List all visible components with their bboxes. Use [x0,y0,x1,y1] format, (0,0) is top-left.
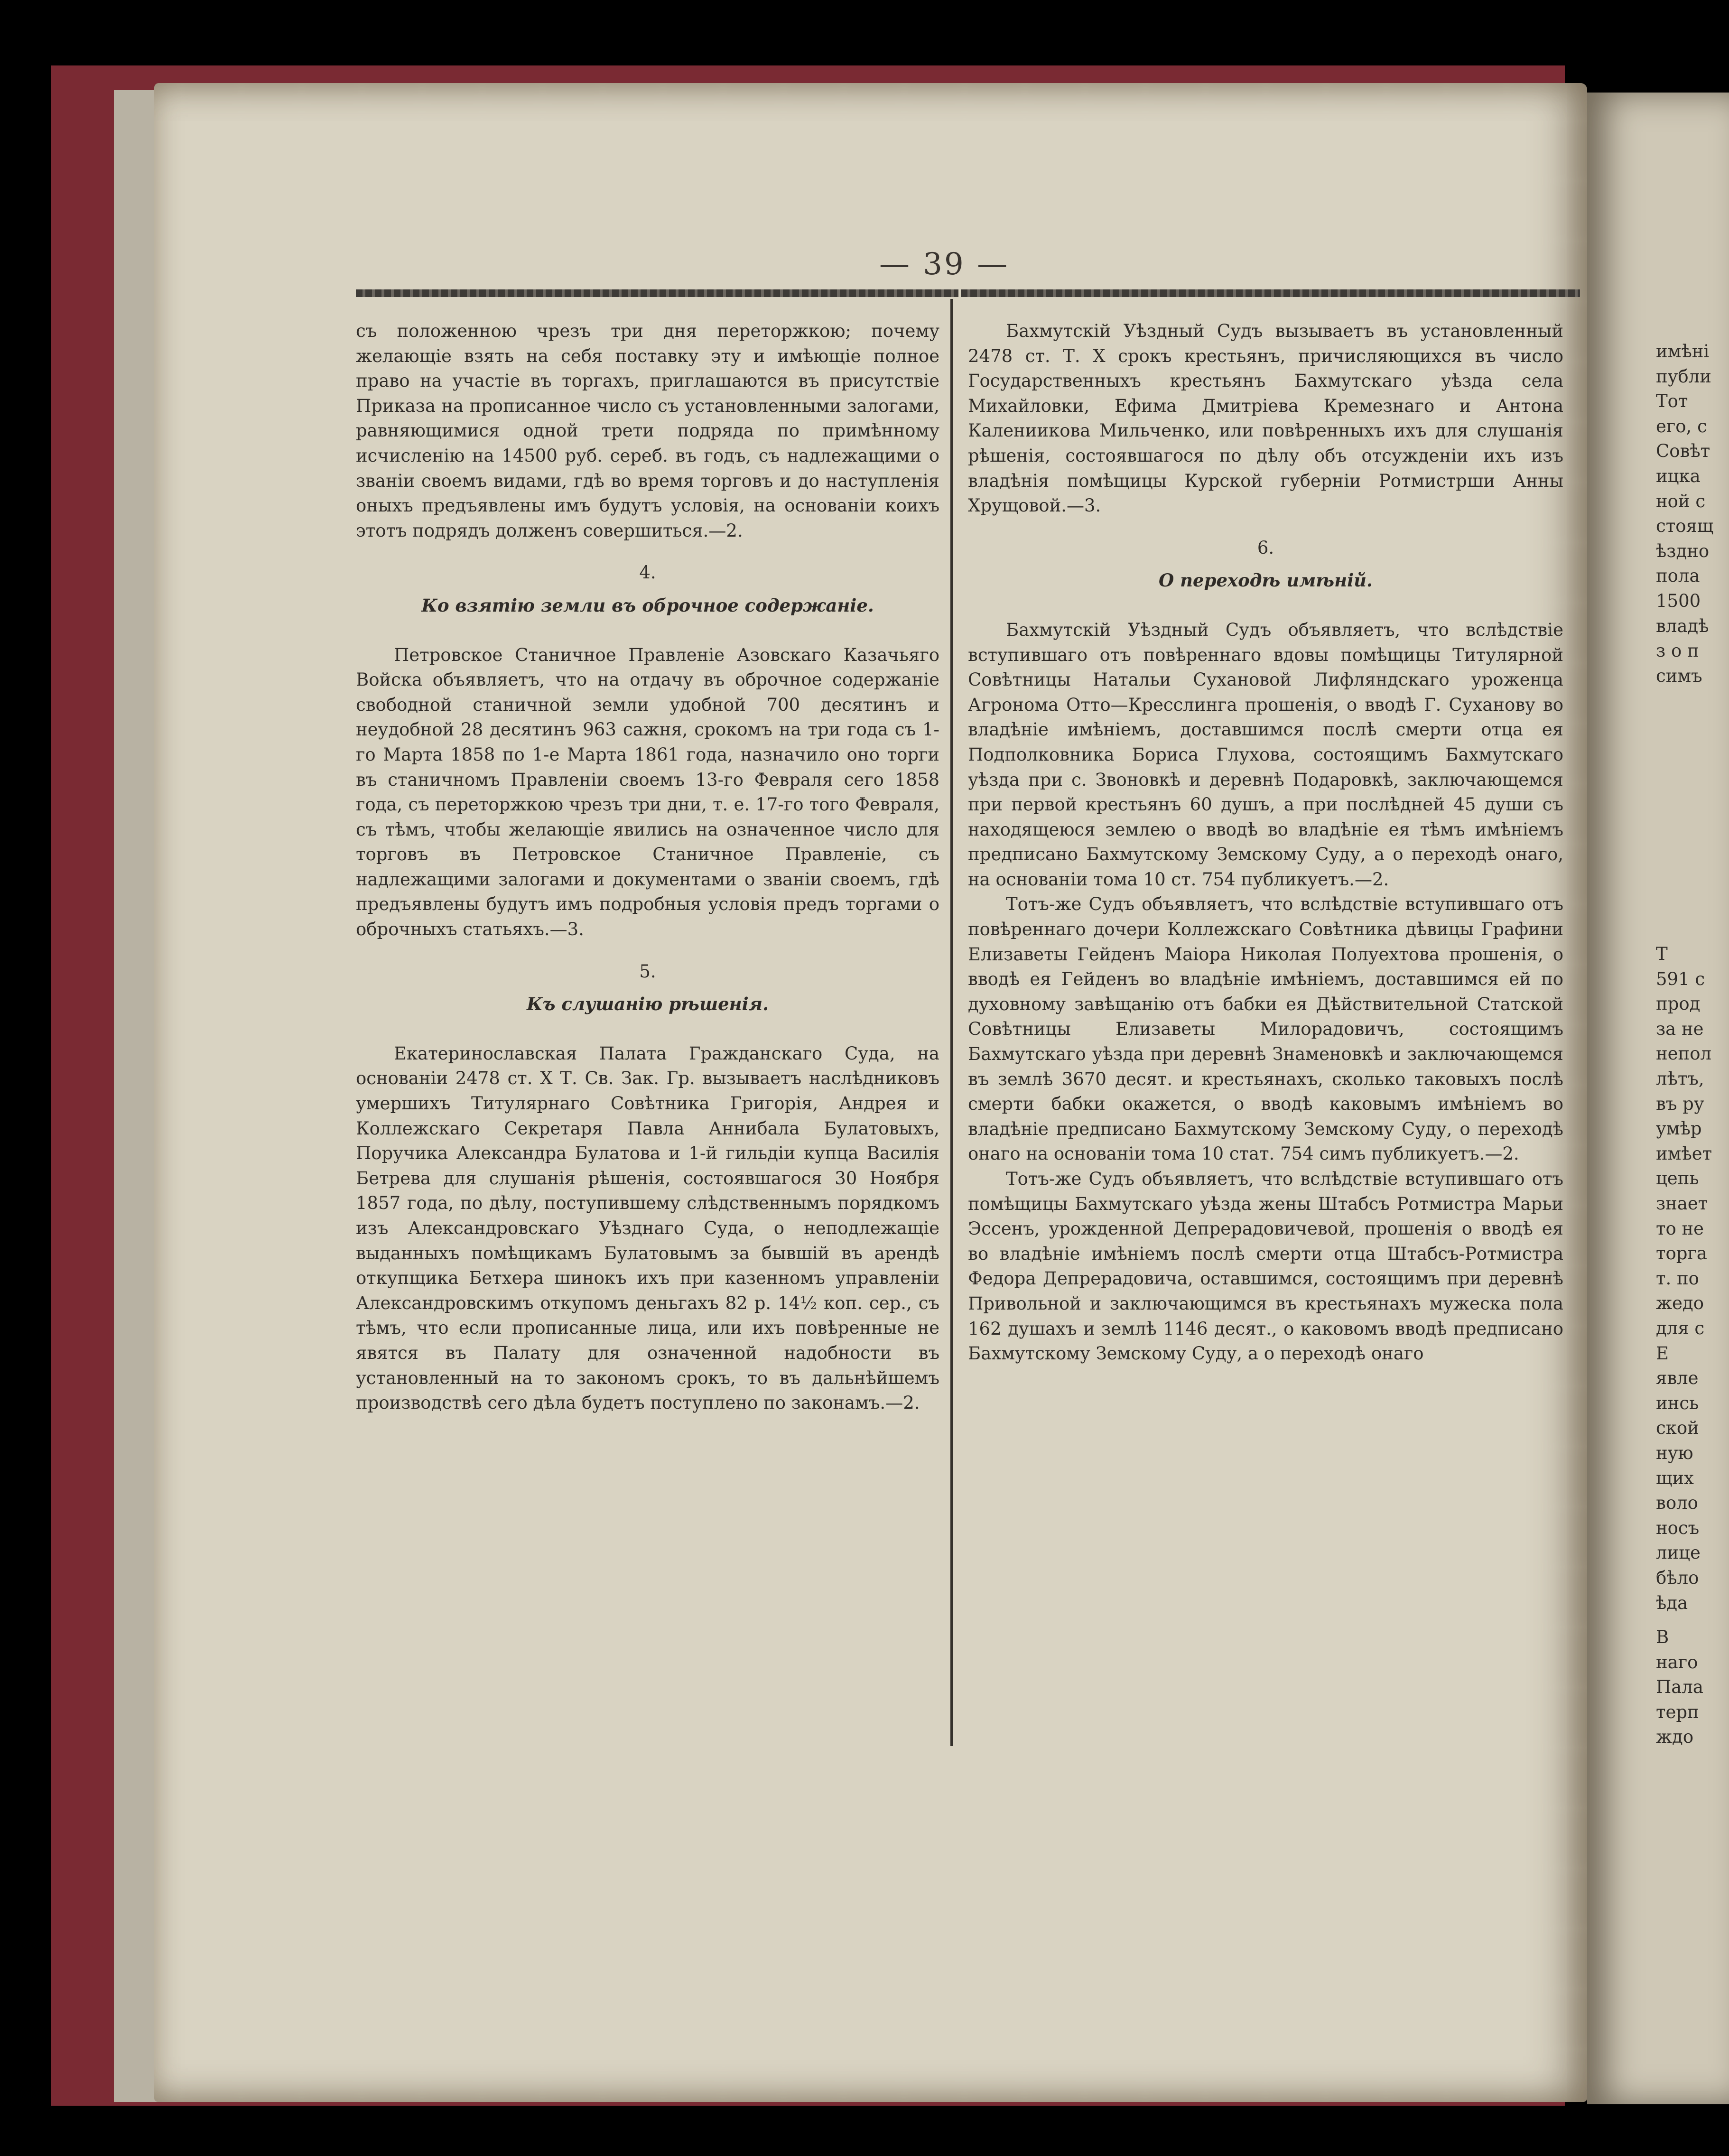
next-page-fragment: явле [1656,1368,1699,1389]
next-page-fragment: стоящ [1656,516,1714,537]
next-page-fragment: имѣет [1656,1143,1712,1164]
next-page-fragment: умѣр [1656,1118,1702,1139]
next-page-fragment: ждо [1656,1727,1694,1747]
next-page-fragment: торга [1656,1243,1707,1264]
next-page-fragment: наго [1656,1652,1698,1673]
next-page-fragment: жедо [1656,1293,1704,1314]
next-page-fragment: Совѣт [1656,441,1710,462]
next-page-fragment: симъ [1656,665,1702,686]
header-rule-left [356,289,958,297]
next-page-fragment: лице [1656,1543,1701,1563]
section-heading: Къ слушанію рѣшенія. [526,994,769,1015]
next-page-fragment: владѣ [1656,615,1709,636]
next-page-fragment: 1500 [1656,591,1701,611]
paragraph: Екатеринославская Палата Гражданскаго Суда, на основаніи 2478 ст. X Т. Св. Зак. Гр. вызываетъ наслѣдниковъ умершихъ Титулярнаго Совѣтника Григорія, Андрея и Коллежскаго Секретаря Павла Аннибала Булатовыхъ, Поручика Александра Булатова и 1-й гильдіи купца Василія Бетрева для слушанія рѣшенія, состоявшагося 30 Ноября 1857 года, по дѣлу, поступившему слѣдственнымъ порядкомъ изъ Александровскаго Уѣзднаго Суда, о неподлежащіе выданныхъ помѣщикамъ Булатовымъ за бывшій въ арендѣ откупщика Бетхера шинокъ ихъ при казенномъ управленіи Александровскимъ откупомъ деньгахъ 82 р. 14½ коп. сер., съ тѣмъ, что если прописанные лица, или ихъ повѣренные не явятся въ Палату для означенной надобности въ установленный на то закономъ срокъ, то въ дальнѣйшемъ производствѣ сего дѣла будетъ поступлено по законамъ.—2. [356,1043,939,1413]
next-page-fragment: ицка [1656,466,1701,486]
section-heading: О переходѣ имѣній. [1159,570,1373,591]
next-page-fragment: его, с [1656,416,1707,437]
next-page-fragment: ской [1656,1418,1699,1439]
paragraph: Бахмутскій Уѣздный Судъ объявляетъ, что вслѣдствіе вступившаго отъ повѣреннаго вдовы помѣщицы Титулярной Совѣтницы Натальи Сухановой Лифляндскаго уроженца Агронома Отто—Кресслинга прошенія, о вводѣ Г. Суханову во владѣніе имѣніемъ, доставшимся послѣ смерти отца ея Подполковника Бориса Глухова, состоящимъ Бахмутскаго уѣзда при с. Звоновкѣ и деревнѣ Подаровкѣ, заключающемся при первой крестьянъ 60 душъ, а при послѣдней 45 души съ находящеюся землею о вводѣ во владѣніе ея тѣмъ имѣніемъ предписано Бахмутскому Земскому Суду, а о переходѣ онаго, на основаніи тома 10 ст. 754 публикуетъ.—2. [968,619,1563,890]
next-page-fragment: Т [1656,944,1668,964]
right-column [968,319,1563,1366]
header-rule-right [961,289,1580,297]
paragraph: съ положенною чрезъ три дня переторжкою; почему желающіе взять на себя поставку эту и имѣющіе полное право на участіе въ торгахъ, приглашаются въ присутствіе Приказа на прописанное число съ установленными залогами, равняющимися одной трети подряда по примѣнному исчисленію на 14500 руб. сереб. въ годъ, съ надлежащими о званіи своемъ видами, гдѣ во время торговъ и до наступленія оныхъ предъявлены имъ будутъ условія, на основаніи коихъ этотъ подрядъ долженъ совершиться.—2. [356,321,939,541]
section-number: 6. [1257,537,1274,558]
section-number: 4. [639,562,656,583]
paragraph: Петровское Станичное Правленіе Азовскаго Казачьяго Войска объявляетъ, что на отдачу въ оброчное содержаніе свободной станичной земли удобной 700 десятинъ и неудобной 28 десятинъ 963 сажня, срокомъ на три года съ 1-го Марта 1858 по 1-е Марта 1861 года, назначило оно торги въ станичномъ Правленіи своемъ 13-го Февраля сего 1858 года, съ переторжкою чрезъ три дни, т. е. 17-го того Февраля, съ тѣмъ, чтобы желающіе явились на означенное число для торговъ въ Петровское Станичное Правленіе, съ надлежащими залогами и документами о званіи своемъ, гдѣ предъявлены будутъ имъ подробныя условія предъ торгами о оброчныхъ статьяхъ.—3. [356,644,939,940]
next-page-fragment: воло [1656,1493,1698,1514]
next-page-fragment: ную [1656,1443,1693,1463]
next-page-fragment: 591 с [1656,968,1705,989]
next-page-fragment: т. по [1656,1268,1699,1289]
next-page-fragment: за не [1656,1018,1704,1039]
next-page-fragment: то не [1656,1218,1704,1239]
section-heading: Ко взятію земли въ оброчное содержаніе. [421,595,874,616]
next-page-fragment: терп [1656,1701,1699,1722]
paragraph: Тотъ-же Судъ объявляетъ, что вслѣдствіе вступившаго отъ повѣреннаго дочери Коллежскаго Совѣтника дѣвицы Графини Елизаветы Гейденъ Маіора Николая Полуехтова прошенія, о вводѣ ея Гейденъ во владѣніе имѣніемъ, доставшимся ей по духовному завѣщанію отъ бабки ея Дѣйствительной Статской Совѣтницы Елизаветы Милорадовичъ, состоящимъ Бахмутскаго уѣзда при деревнѣ Знаменовкѣ и заключающемся въ землѣ 3670 десят. и крестьянахъ, сколько таковыхъ послѣ смерти бабки окажется, о вводѣ каковымъ имѣніемъ во владѣніе предписано Бахмутскому Земскому Суду, о переходѣ онаго на основаніи тома 10 стат. 754 симъ публикуетъ.—2. [968,894,1563,1164]
next-page-fragment: инсь [1656,1393,1699,1413]
next-page-fragment: для с [1656,1318,1705,1338]
next-page-fragment: В [1656,1627,1669,1647]
paragraph: Бахмутскій Уѣздный Судъ вызываетъ въ установленный 2478 ст. Т. X срокъ крестьянъ, причисляющихся въ число Государственныхъ крестьянъ Бахмутскаго уѣзда села Михайловки, Ефима Дмитріева Кремезнаго и Антона Калениикова Мильченко, или повѣренныхъ ихъ для слушанія рѣшенія, состоявшагося по дѣлу объ отсужденіи ихъ изъ владѣнія помѣщицы Курской губерніи Ротмистрши Анны Хрущовой.—3. [968,321,1563,516]
next-page-fragment: публи [1656,366,1711,387]
next-page-edge [1587,93,1729,2104]
next-page-fragment: бѣло [1656,1568,1699,1588]
next-page-fragment: ѣздно [1656,540,1710,561]
next-page-fragment: з о п [1656,641,1699,661]
paragraph: Тотъ-же Судъ объявляетъ, что вслѣдствіе вступившаго отъ помѣщицы Бахмутскаго уѣзда жены Штабсъ Ротмистра Марьи Эссенъ, урожденной Депрерадовичевой, прошенія о вводѣ ея во владѣніе имѣніемъ послѣ смерти отца Штабсъ-Ротмистра Федора Депрерадовича, оставшимся, состоящимъ при деревнѣ Привольной и заключающимся въ крестьянахъ мужеска пола 162 душахъ и землѣ 1146 десят., о каковомъ вводѣ предписано Бахмутскому Земскому Суду, а о переходѣ онаго [968,1169,1563,1364]
next-page-fragment: прод [1656,994,1701,1014]
next-page-fragment: Пала [1656,1677,1703,1698]
next-page-fragment: Е [1656,1343,1669,1364]
next-page-fragment: ѣда [1656,1592,1688,1613]
page-number: — 39 — [879,247,1010,282]
next-page-fragment: имѣні [1656,341,1710,362]
next-page-fragment: носъ [1656,1517,1700,1538]
next-page-fragment: знает [1656,1193,1708,1214]
next-page-fragment: щих [1656,1468,1694,1488]
left-column [356,319,939,1416]
next-page-fragment: ной с [1656,491,1706,511]
next-page-fragment: Тот [1656,391,1688,412]
next-page-fragment: цепь [1656,1168,1699,1189]
next-page-fragment: пола [1656,566,1700,586]
next-page-fragment: лѣтъ, [1656,1069,1704,1089]
section-number: 5. [639,961,656,982]
next-page-fragment: непол [1656,1043,1711,1064]
next-page-fragment: въ ру [1656,1093,1704,1114]
column-divider [950,299,953,1746]
